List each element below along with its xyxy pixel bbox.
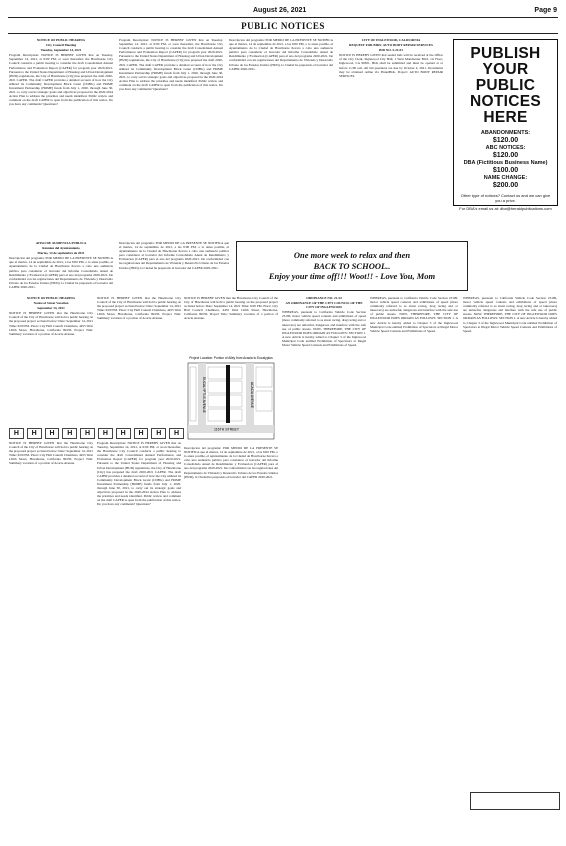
h-marker: H <box>151 428 166 439</box>
notice-body: WHEREAS, pursuant to California Vehicle Code Section 23109, motor vehicle speed contests and exhibitions of speed (more commonly referred to as street racing, drag racing and or takeovers) are unlawful, dangerous and interfere with the safe use of public streets. NOW, THEREFORE, THE CITY OF INGLEWOOD DOES ORDAIN AS FOLLOWS: SECTION 1. A new Article is hereby added to Chapter 3 of the Inglewood Municipal Code entitled Prohibition of Spectators at Illegal Motor Vehicle Speed Contests and Exhibitions of Speed. <box>370 296 458 333</box>
header-rule <box>8 17 558 18</box>
ad-line-3: Enjoy your time off!!! Woot!! - Love You, Mom <box>268 271 436 282</box>
promo-label: NAME CHANGE: <box>483 175 528 181</box>
notice-subtitle: Notice of Street Vacation <box>33 301 69 306</box>
promo-price: $120.00 <box>492 137 519 144</box>
notice-order-to-show-cause <box>9 441 93 839</box>
ad-line-2: BACK TO SCHOOL.. <box>313 260 391 271</box>
notice-subtitle: REQUEST FOR BIDS: AUTO BODY REPAIR SERVICES <box>349 43 433 48</box>
notice-date: BID NO. 5-22-03 <box>379 48 403 53</box>
promo-label: ABC NOTICES: <box>485 145 526 151</box>
notice-street-vacation-legal <box>184 296 278 352</box>
promo-price: $100.00 <box>492 167 519 174</box>
notice-title: ORDINANCE NO. 21-54 <box>306 296 342 300</box>
notice-subtitle: City Council Meeting <box>45 43 77 48</box>
notice-title: NOTICE OF PUBLIC HEARING <box>26 296 76 300</box>
h-marker: H <box>62 428 77 439</box>
notice-body: NOTICE IS HEREBY GIVEN that the Hawthorne City Council of the City of Hawthorne will hold a public hearing on the proposed project as listed below: Date: September 14, 2021 Time: 6:00 PM. Place: City Hall Council Chambers, 4455 West 126th Street, Hawthorne, California 90250. Project Title: Summary vacation of a portion of Acacia Avenue. <box>184 296 278 321</box>
notice-ordinance-continued <box>370 296 458 839</box>
notice-street-vacation <box>9 296 93 426</box>
notice-body: NOTICE IS HEREBY GIVEN that the Hawthorne City Council of the City of Hawthorne will hold a public hearing on the proposed project as listed below: Date: September 14, 2021 Time: 6:00 PM. Place: City Hall Council Chambers, 4455 West 126th Street, Hawthorne, California 90250. Project Title: Summary vacation of a portion of Acacia Avenue. <box>9 311 93 336</box>
publish-notices-promo <box>453 39 558 211</box>
notice-bottom-col-2 <box>97 441 181 839</box>
notice-ordinance-21-54 <box>282 296 366 839</box>
h-marker: H <box>116 428 131 439</box>
promo-note: Other type of notices? Contact us and we can give you a price. <box>460 193 551 203</box>
h-marker: H <box>80 428 95 439</box>
promo-title: PUBLISH YOUR PUBLIC NOTICES HERE <box>470 45 541 126</box>
publication-date: August 26, 2021 <box>253 7 307 14</box>
notice-body: Program Description: NOTICE IS HEREBY GIVEN that on Tuesday, September 14, 2021, at 6:00 PM, or soon thereafter, the Hawthorne City Council conducts a public hearing to consider the draft Consolidated Annual Performance and Evaluation Report (CAPER) for program year 2020-2021. Pursuant to the United States Department of Housing and Urban Development (HUD) regulations, the City of Hawthorne (City) has prepared the draft 2020-2021 CAPER. The draft CAPER provides a detailed account of how the City utilized its Community Development Block Grant (CDBG) and HOME Investment Partnership (HOME) funds from July 1, 2020, through June 30, 2021, to carry out its strategic goals and objectives proposed in the 2020-2024 Action Plan to address the priorities and needs identified. Public review and comment on the draft CAPER is open from the publication of this notice. Do you have any comments? Questions? <box>9 53 113 107</box>
section-title: PUBLIC NOTICES <box>241 21 325 31</box>
notice-body: Descripcion del programa: POR MEDIO DE LA PRESENTE SE NOTIFICA que el martes, 14 de septiembre de 2021, a las 6:00 PM, o lo antes posible, el Ayuntamiento de la Ciudad de Hawthorne llevara a cabo una audiencia publica para considerar el borrador del Informe Consolidado Anual de Rendimiento y Evaluacion (CAPER) para el ano del programa 2020-2021. De conformidad con las regulaciones del Departamento de Vivienda y Desarrollo Urbano de los Estados Unidos (HUD), la Ciudad ha preparado el borrador del CAPER 2020-2021. <box>9 256 113 289</box>
back-to-school-ad <box>236 241 468 291</box>
notice-inglewood-bids <box>339 38 443 236</box>
notice-title: NOTICE OF PUBLIC HEARING <box>36 38 86 42</box>
promo-price: $200.00 <box>492 182 519 189</box>
promo-contact: For DBA's email us at: dba@heraldpublications.com <box>459 206 552 211</box>
notice-hawthorne-continued <box>119 38 223 236</box>
notice-body: WHEREAS, pursuant to California Vehicle Code Section 23109, motor vehicle speed contests and exhibitions of speed (more commonly referred to as street racing, drag racing and or takeovers) are unlawful, dangerous and interfere with the safe use of public streets. NOW, THEREFORE, THE CITY OF INGLEWOOD DOES ORDAIN AS FOLLOWS: SECTION 1. A new Article is hereby added to Chapter 3 of the Inglewood Municipal Code entitled Prohibition of Spectators at Illegal Motor Vehicle Speed Contests and Exhibitions of Speed. <box>282 310 366 348</box>
notice-date: Martes, 14 de septiembre de 2021 <box>37 251 85 256</box>
h-marker: H <box>45 428 60 439</box>
h-marker-row <box>9 428 184 437</box>
h-marker: H <box>134 428 149 439</box>
map-street-label: 116TH STREET <box>214 427 240 432</box>
notice-title: CITY OF INGLEWOOD, CALIFORNIA <box>361 38 421 42</box>
map-street-label: EUCALYPTUS AVENUE <box>202 377 206 413</box>
page-number: Page 9 <box>534 7 557 14</box>
promo-price: $120.00 <box>492 152 519 159</box>
notice-ada-compliance <box>229 38 333 236</box>
promo-label: DBA (Fictitious Business Name) <box>463 160 548 166</box>
notice-body: Descripcion del programa: POR MEDIO DE LA PRESENTE SE NOTIFICA que el martes, 14 de septiembre de 2021, a las 6:00 PM, o lo antes posible, el Ayuntamiento de la Ciudad de Hawthorne llevara a cabo una audiencia publica para considerar el borrador del Informe Consolidado Anual de Rendimiento y Evaluacion (CAPER) para el ano del programa 2020-2021. De conformidad con las regulaciones del Departamento de Vivienda y Desarrollo Urbano de los Estados Unidos (HUD), la Ciudad ha preparado el borrador del CAPER 2020-2021. <box>119 241 229 270</box>
project-location-map <box>184 355 278 443</box>
notice-subtitle: Reunion del Ayuntamiento <box>42 246 80 251</box>
notice-body: NOTICE IS HEREBY GIVEN that the Hawthorne City Council of the City of Hawthorne will hold a public hearing on the proposed project as listed below: Date: September 14, 2021 Time: 6:00 PM. Place: City Hall Council Chambers, 4455 West 126th Street, Hawthorne, California 90250. Project Title: Summary vacation of a portion of Acacia Avenue. <box>97 296 181 321</box>
notice-body: Program Description: NOTICE IS HEREBY GIVEN that on Tuesday, September 14, 2021, at 6:00 PM, or soon thereafter, the Hawthorne City Council conducts a public hearing to consider the draft Consolidated Annual Performance and Evaluation Report (CAPER) for program year 2020-2021. Pursuant to the United States Department of Housing and Urban Development (HUD) regulations, the City of Hawthorne (City) has prepared the draft 2020-2021 CAPER. The draft CAPER provides a detailed account of how the City utilized its Community Development Block Grant (CDBG) and HOME Investment Partnership (HOME) funds from July 1, 2020, through June 30, 2021, to carry out its strategic goals and objectives proposed in the 2020-2024 Action Plan to address the priorities and needs identified. Public review and comment on the draft CAPER is open from the publication of this notice. Do you have any comments? Questions? <box>119 38 223 92</box>
notice-street-vacation-continued <box>97 296 181 426</box>
notice-body: Program Description: NOTICE IS HEREBY GIVEN that on Tuesday, September 14, 2021, at 6:00 PM, or soon thereafter, the Hawthorne City Council conducts a public hearing to consider the draft Consolidated Annual Performance and Evaluation Report (CAPER) for program year 2020-2021. Pursuant to the United States Department of Housing and Urban Development (HUD) regulations, the City of Hawthorne (City) has prepared the draft 2020-2021 CAPER. The draft CAPER provides a detailed account of how the City utilized its Community Development Block Grant (CDBG) and HOME Investment Partnership (HOME) funds from July 1, 2020, through June 30, 2021, to carry out its strategic goals and objectives proposed in the 2020-2024 Action Plan to address the priorities and needs identified. Public review and comment on the draft CAPER is open from the publication of this notice. Do you have any comments? Questions? <box>97 441 181 507</box>
notice-body: Descripcion del programa: POR MEDIO DE LA PRESENTE SE NOTIFICA que el martes, 14 de septiembre de 2021, a las 6:00 PM, o lo antes posible, el Ayuntamiento de la Ciudad de Hawthorne llevara a cabo una audiencia publica para considerar el borrador del Informe Consolidado Anual de Rendimiento y Evaluacion (CAPER) para el ano del programa 2020-2021. De conformidad con las regulaciones del Departamento de Vivienda y Desarrollo Urbano de los Estados Unidos (HUD), la Ciudad ha preparado el borrador del CAPER 2020-2021. <box>184 446 278 479</box>
notice-body: Descripcion del programa: POR MEDIO DE LA PRESENTE SE NOTIFICA que el martes, 14 de septiembre de 2021, a las 6:00 PM, o lo antes posible, el Ayuntamiento de la Ciudad de Hawthorne llevara a cabo una audiencia publica para considerar el borrador del Informe Consolidado Anual de Rendimiento y Evaluacion (CAPER) para el ano del programa 2020-2021. De conformidad con las regulaciones del Departamento de Vivienda y Desarrollo Urbano de los Estados Unidos (HUD), la Ciudad ha preparado el borrador del CAPER 2020-2021. <box>229 38 333 71</box>
h-marker: H <box>27 428 42 439</box>
map-project-alley <box>226 365 230 423</box>
notice-date: September 14, 2021 <box>37 306 65 311</box>
h-marker: H <box>169 428 184 439</box>
h-marker: H <box>98 428 113 439</box>
map-street-label: ACACIA AVENUE <box>250 381 254 409</box>
signature-block <box>470 792 560 810</box>
map-title: Project Location: Portion of Alley from Acacia to Eucalyptus <box>189 356 273 360</box>
notice-title: AVISO DE AUDIENCIA PUBLICA <box>35 241 87 245</box>
ad-line-1: One more week to relax and then <box>293 250 411 261</box>
notice-body: NOTICE IS HEREBY GIVEN that sealed bids will be received at the Office of the City Clerk, Inglewood City Hall, 1 West Manchester Blvd, 1st Floor, Inglewood, CA 90301. Bids shall be submitted and must be opened at or before 11:00 a.m. All bid questions are due by October 4, 2021. Documents may be obtained online via PlanetBids. Project: AUTO BODY REPAIR SERVICES. <box>339 53 443 78</box>
notice-hawthorne-caper <box>9 38 113 236</box>
section-rule <box>8 33 558 34</box>
notice-date: Tuesday, September 14, 2021 <box>40 48 82 53</box>
notice-body: NOTICE IS HEREBY GIVEN that the Hawthorne City Council of the City of Hawthorne will hold a public hearing on the proposed project as listed below: Date: September 14, 2021 Time: 6:00 PM. Place: City Hall Council Chambers, 4455 West 126th Street, Hawthorne, California 90250. Project Title: Summary vacation of a portion of Acacia Avenue. <box>9 441 93 466</box>
notice-ordinance-continued-2 <box>463 296 557 839</box>
promo-label: ABANDONMENTS: <box>480 130 531 136</box>
notice-subtitle: AN ORDINANCE OF THE CITY COUNCIL OF THE CITY OF INGLEWOOD <box>285 301 363 310</box>
notice-body: WHEREAS, pursuant to California Vehicle Code Section 23109, motor vehicle speed contests and exhibitions of speed (more commonly referred to as street racing, drag racing and or takeovers) are unlawful, dangerous and interfere with the safe use of public streets. NOW, THEREFORE, THE CITY OF INGLEWOOD DOES ORDAIN AS FOLLOWS: SECTION 1. A new Article is hereby added to Chapter 3 of the Inglewood Municipal Code entitled Prohibition of Spectators at Illegal Motor Vehicle Speed Contests and Exhibitions of Speed. <box>463 296 557 333</box>
notice-bottom-col-3 <box>184 446 278 839</box>
h-marker: H <box>9 428 24 439</box>
